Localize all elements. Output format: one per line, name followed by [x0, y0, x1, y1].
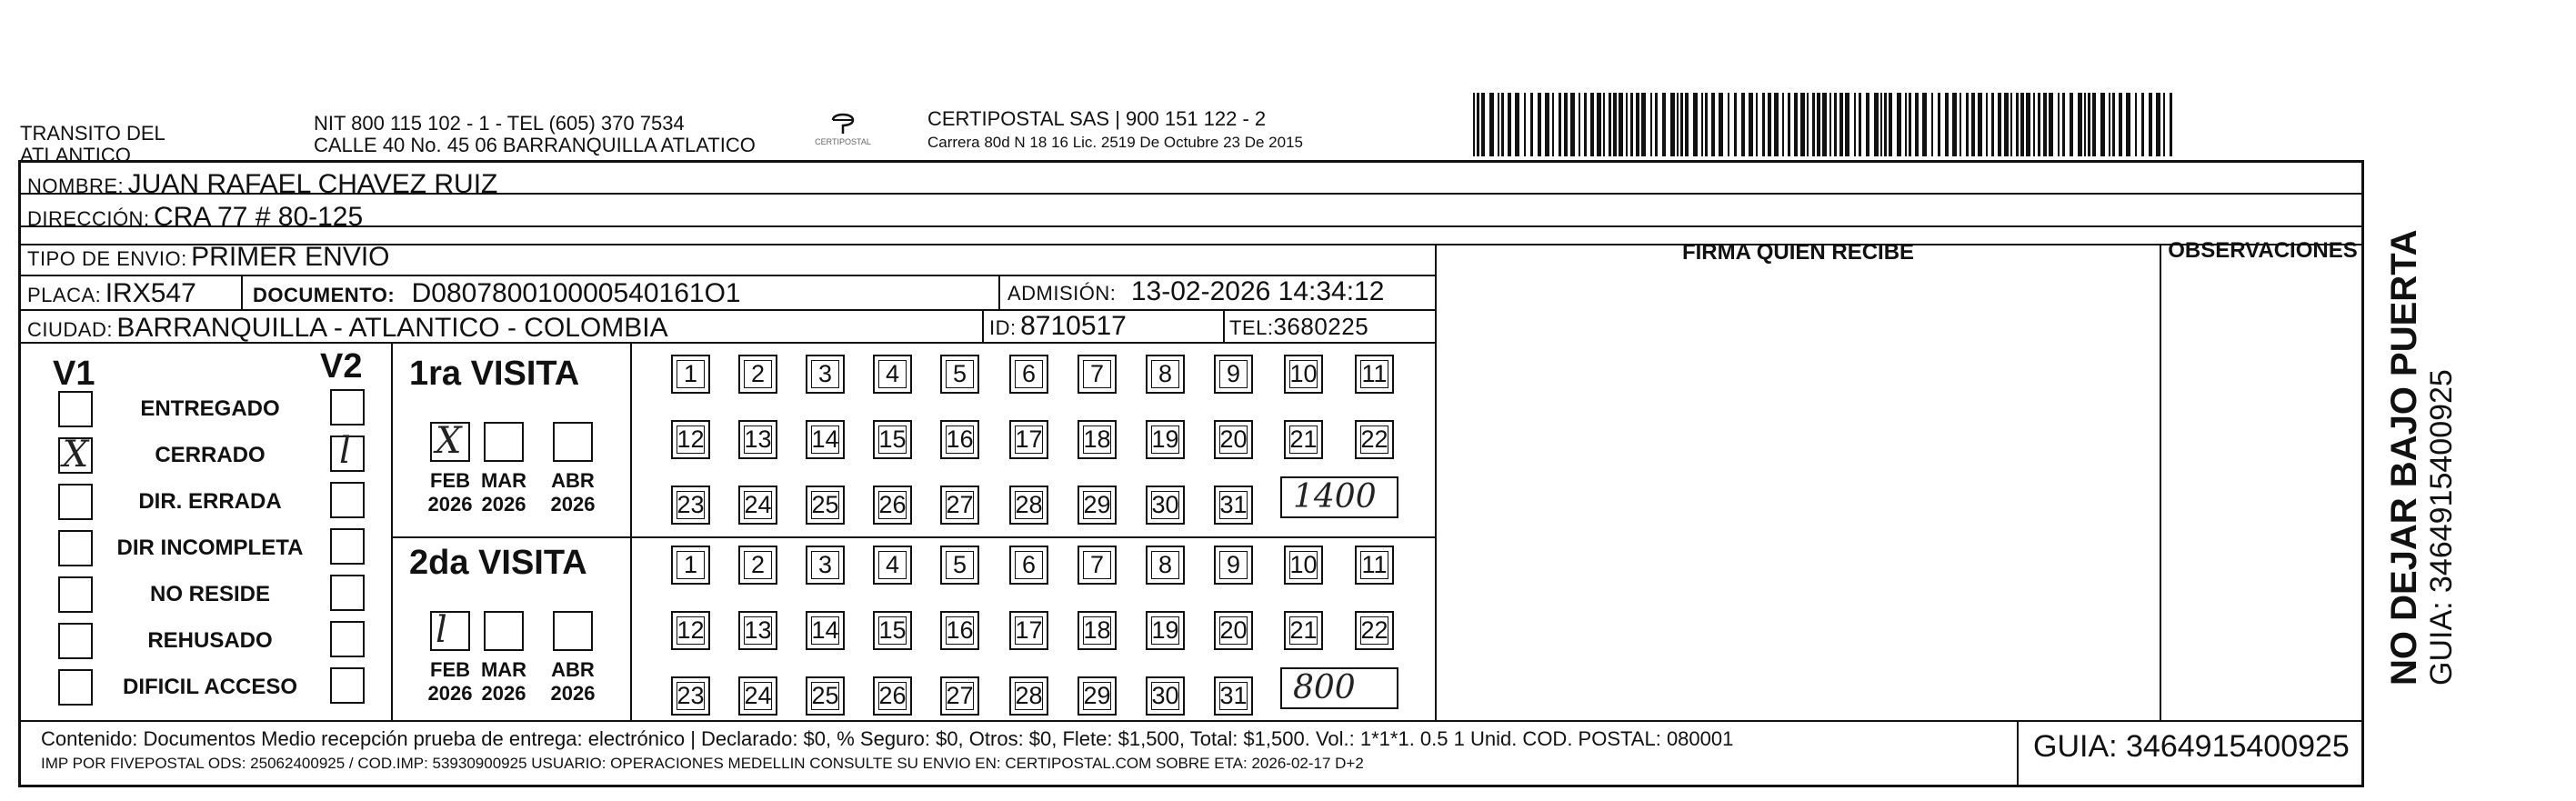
second-visit-day[interactable]: 22 — [1355, 611, 1394, 650]
barcode-bar — [1685, 93, 1689, 156]
barcode-bar — [1945, 93, 1949, 156]
barcode-bar — [2010, 93, 2012, 156]
first-visit-day[interactable]: 31 — [1214, 486, 1253, 525]
first-visit-day[interactable]: 14 — [806, 420, 845, 459]
first-visit-day[interactable]: 7 — [1078, 355, 1117, 394]
second-visit-month-box[interactable] — [430, 611, 470, 651]
second-visit-day[interactable]: 5 — [940, 546, 979, 585]
barcode-bar — [1998, 93, 2001, 156]
barcode-bar — [1884, 93, 1887, 156]
barcode-bar — [1874, 93, 1879, 156]
barcode-bar — [1655, 93, 1658, 156]
barcode-bar — [2062, 93, 2065, 156]
barcode-bar — [1613, 93, 1617, 156]
first-visit-day[interactable]: 6 — [1009, 355, 1048, 394]
side-warning: NO DEJAR BAJO PUERTA — [2384, 229, 2424, 686]
barcode-bar — [1473, 93, 1475, 156]
first-visit-day[interactable]: 15 — [873, 420, 912, 459]
second-visit-day[interactable]: 6 — [1009, 546, 1048, 585]
placa-cell — [27, 278, 196, 309]
second-visit-day[interactable]: 30 — [1146, 676, 1185, 716]
first-visit-month-label: MAR 2026 — [480, 469, 527, 516]
second-visit-day[interactable]: 28 — [1009, 676, 1048, 716]
barcode-bar — [1756, 93, 1758, 156]
signature-area[interactable] — [1437, 265, 2160, 718]
barcode-bar — [1938, 93, 1940, 156]
barcode-bar — [2170, 93, 2172, 156]
first-visit-day[interactable]: 24 — [738, 486, 777, 525]
address-line: CALLE 40 No. 45 06 BARRANQUILLA ATLATICO — [314, 134, 756, 156]
reason-label: ENTREGADO — [140, 396, 280, 421]
barcode-bar — [1978, 93, 1982, 156]
second-visit-day[interactable]: 7 — [1078, 546, 1117, 585]
id-label: ID: — [989, 316, 1017, 339]
first-visit-day[interactable]: 12 — [671, 420, 710, 459]
ciudad-cell — [27, 313, 668, 344]
v1-checkbox[interactable] — [58, 391, 93, 427]
second-visit-time-box[interactable] — [1280, 667, 1398, 709]
barcode-bar — [2020, 93, 2024, 156]
reason-label: DIR. ERRADA — [138, 489, 282, 514]
barcode-bar — [1817, 93, 1820, 156]
admision-value: 13-02-2026 14:34:12 — [1130, 276, 1385, 306]
admision-label: ADMISIÓN: — [1007, 282, 1117, 305]
barcode-bar — [1782, 93, 1784, 156]
barcode-bar — [1822, 93, 1827, 156]
barcode-bar — [2149, 93, 2152, 156]
nombre-value: JUAN RAFAEL CHAVEZ RUIZ — [127, 169, 498, 199]
barcode-bar — [1866, 93, 1869, 156]
first-visit-day[interactable]: 3 — [806, 355, 845, 394]
footer-guia: GUIA: 3464915400925 — [2033, 729, 2350, 764]
second-visit-day[interactable]: 18 — [1078, 611, 1117, 650]
barcode-bar — [2088, 93, 2090, 156]
barcode-bar — [1897, 93, 1901, 156]
v2-checkbox[interactable] — [330, 528, 365, 565]
barcode-bar — [1880, 93, 1882, 156]
second-visit-day[interactable]: 9 — [1214, 546, 1253, 585]
second-visit-month-box[interactable] — [484, 611, 524, 651]
first-visit-month-box[interactable] — [430, 422, 470, 462]
barcode-bar — [1584, 93, 1587, 156]
barcode-bar — [2070, 93, 2073, 156]
second-visit-day[interactable]: 13 — [738, 611, 777, 650]
first-visit-day[interactable]: 23 — [671, 486, 710, 525]
barcode-bar — [1931, 93, 1933, 156]
barcode-bar — [1552, 93, 1554, 156]
imp-line: IMP POR FIVEPOSTAL ODS: 25062400925 / COD.IMP: 53930900925 USUARIO: OPERACIONES MEDELLIN CONSULTE SU ENVIO EN: CERTIPOSTAL.COM SOBRE ETA: 2026-02-17 D+2 — [41, 755, 1364, 772]
second-visit-day[interactable]: 14 — [806, 611, 845, 650]
barcode-bar — [1909, 93, 1911, 156]
first-visit-month-box[interactable] — [553, 422, 593, 462]
second-visit-day[interactable]: 15 — [873, 611, 912, 650]
barcode-bar — [1812, 93, 1815, 156]
barcode-bar — [1966, 93, 1969, 156]
first-visit-day[interactable]: 1 — [671, 355, 710, 394]
tipo-envio-row — [27, 242, 390, 273]
company-info — [927, 108, 1303, 152]
second-visit-day[interactable]: 8 — [1146, 546, 1185, 585]
second-visit-month-box[interactable] — [553, 611, 593, 651]
second-visit-day[interactable]: 2 — [738, 546, 777, 585]
first-visit-day[interactable]: 26 — [873, 486, 912, 525]
license-line: Carrera 80d N 18 16 Lic. 2519 De Octubre 23 De 2015 — [927, 134, 1303, 151]
v2-header: V2 — [320, 347, 363, 385]
barcode-bar — [1619, 93, 1623, 156]
first-visit-day[interactable]: 30 — [1146, 486, 1185, 525]
first-visit-day[interactable]: 8 — [1146, 355, 1185, 394]
barcode-bar — [1579, 93, 1580, 156]
reason-label: REHUSADO — [147, 628, 273, 653]
barcode-bar — [1477, 93, 1479, 156]
observaciones-header: OBSERVACIONES — [2168, 238, 2358, 263]
first-visit-day[interactable]: 4 — [873, 355, 912, 394]
barcode-bar — [1829, 93, 1831, 156]
v2-checkbox[interactable] — [330, 482, 365, 518]
v2-checkbox[interactable] — [330, 389, 365, 426]
first-visit-day[interactable]: 17 — [1009, 420, 1048, 459]
barcode-bar — [2126, 93, 2130, 156]
v1-checkbox[interactable] — [58, 669, 93, 706]
second-visit-month-label: ABR 2026 — [550, 658, 596, 705]
second-visit-day[interactable]: 10 — [1284, 546, 1323, 585]
barcode-bar — [1889, 93, 1892, 156]
id-value: 8710517 — [1020, 311, 1127, 341]
barcode-bar — [2084, 93, 2086, 156]
direccion-row — [27, 202, 363, 233]
v1-checkbox[interactable] — [58, 530, 93, 566]
tel-label: TEL: — [1229, 316, 1274, 339]
barcode-bar — [1711, 93, 1715, 156]
barcode-bar — [1515, 93, 1519, 156]
contenido-line: Contenido: Documentos Medio recepción prueba de entrega: electrónico | Declarado: $0, % Seguro: $0, Otros: $0, Flete: $1,500, Total: $1,500. Vol.: 1*1*1. 0.5 1 Unid. COD. POSTAL: 080001 — [41, 727, 1734, 750]
reason-label: DIR INCOMPLETA — [116, 536, 304, 560]
nombre-label: NOMBRE: — [27, 175, 125, 197]
barcode-bar — [1636, 93, 1639, 156]
barcode-bar — [1922, 93, 1927, 156]
v1-checkbox[interactable] — [58, 576, 93, 613]
barcode-bar — [1986, 93, 1988, 156]
v1-checkbox[interactable] — [58, 434, 93, 476]
firma-header: FIRMA QUIEN RECIBE — [1681, 240, 1915, 265]
v1-checkbox[interactable] — [58, 484, 93, 520]
second-visit-day[interactable]: 11 — [1355, 546, 1394, 585]
company-line: CERTIPOSTAL SAS | 900 151 122 - 2 — [927, 107, 1267, 130]
barcode-bar — [2119, 93, 2122, 156]
barcode-bar — [1705, 93, 1708, 156]
barcode-bar — [1693, 93, 1698, 156]
second-visit-day[interactable]: 17 — [1009, 611, 1048, 650]
first-visit-time-note: 1400 — [1293, 478, 1377, 516]
first-visit-day[interactable]: 28 — [1009, 486, 1048, 525]
first-visit-day[interactable]: 11 — [1355, 355, 1394, 394]
v2-checkbox[interactable] — [330, 621, 365, 657]
first-visit-day[interactable]: 16 — [940, 420, 979, 459]
first-visit-day[interactable]: 27 — [940, 486, 979, 525]
barcode-bar — [1749, 93, 1753, 156]
documento-label: DOCUMENTO: — [253, 284, 396, 306]
direccion-value: CRA 77 # 80-125 — [154, 202, 364, 232]
barcode-bar — [1952, 93, 1957, 156]
barcode-bar — [1641, 93, 1646, 156]
issuer-line-1: TRANSITO DEL — [20, 122, 165, 145]
placa-label: PLACA: — [27, 284, 102, 306]
barcode-bar — [1590, 93, 1594, 156]
first-visit-month-label: FEB 2026 — [427, 469, 473, 516]
second-visit-day[interactable]: 12 — [671, 611, 710, 650]
barcode-bar — [1834, 93, 1837, 156]
barcode-bar — [1854, 93, 1856, 156]
tipo-envio-value: PRIMER ENVIO — [191, 242, 390, 272]
barcode-bar — [1971, 93, 1975, 156]
barcode-bar — [1960, 93, 1961, 156]
barcode-bar — [1845, 93, 1849, 156]
barcode-bar — [1559, 93, 1561, 156]
certipostal-logo — [802, 111, 884, 146]
barcode-bar — [1545, 93, 1549, 156]
barcode-bar — [1630, 93, 1633, 156]
barcode-bar — [1680, 93, 1683, 156]
barcode-bar — [1762, 93, 1765, 156]
first-visit-day[interactable]: 19 — [1146, 420, 1185, 459]
documento-value: D080780010000540161O1 — [411, 278, 741, 308]
second-visit-day[interactable]: 3 — [806, 546, 845, 585]
second-visit-day[interactable]: 4 — [873, 546, 912, 585]
barcode-bar — [1498, 93, 1499, 156]
barcode-bar — [2163, 93, 2165, 156]
barcode-bar — [2004, 93, 2009, 156]
v2-checkbox[interactable] — [330, 575, 365, 611]
barcode-bar — [2043, 93, 2047, 156]
barcode-bar — [1662, 93, 1666, 156]
second-visit-month-label: MAR 2026 — [480, 658, 527, 705]
barcode-bar — [1677, 93, 1679, 156]
tel-value: 3680225 — [1273, 313, 1369, 340]
tel-cell — [1229, 313, 1368, 341]
barcode-bar — [1597, 93, 1601, 156]
barcode-bar — [2033, 93, 2035, 156]
barcode-bar — [1728, 93, 1729, 156]
placa-value: IRX547 — [105, 278, 196, 308]
reason-label: NO RESIDE — [149, 582, 271, 606]
first-visit-day[interactable]: 10 — [1284, 355, 1323, 394]
v1-handwritten-mark: X — [62, 434, 89, 476]
v2-handwritten-mark: l — [339, 430, 351, 472]
barcode-bar — [1481, 93, 1485, 156]
second-visit-day[interactable]: 16 — [940, 611, 979, 650]
second-visit-day[interactable]: 27 — [940, 676, 979, 716]
barcode-bar — [2058, 93, 2060, 156]
nit-line: NIT 800 115 102 - 1 - TEL (605) 370 7534 — [314, 112, 685, 135]
second-visit-time-note: 800 — [1293, 669, 1356, 706]
barcode-bar — [1839, 93, 1843, 156]
first-visit-month-label: ABR 2026 — [550, 469, 596, 516]
barcode-bar — [1905, 93, 1907, 156]
second-visit-month-label: FEB 2026 — [427, 658, 473, 705]
ciudad-value: BARRANQUILLA - ATLANTICO - COLOMBIA — [116, 313, 668, 343]
second-visit-title: 2da VISITA — [409, 544, 587, 582]
second-visit-month-mark: l — [436, 609, 447, 651]
documento-cell — [253, 278, 741, 309]
first-visit-month-box[interactable] — [484, 422, 524, 462]
barcode-bar — [2026, 93, 2030, 156]
tipo-envio-label: TIPO DE ENVIO: — [27, 247, 187, 270]
first-visit-month-mark: X — [436, 420, 462, 462]
barcode-bar — [1501, 93, 1504, 156]
barcode-bar — [1508, 93, 1511, 156]
second-visit-day[interactable]: 31 — [1214, 676, 1253, 716]
barcode-bar — [1489, 93, 1494, 156]
second-visit-day[interactable]: 21 — [1284, 611, 1323, 650]
second-visit-day[interactable]: 24 — [738, 676, 777, 716]
barcode-bar — [1701, 93, 1703, 156]
first-visit-day[interactable]: 18 — [1078, 420, 1117, 459]
barcode-bar — [1734, 93, 1737, 156]
first-visit-day[interactable]: 9 — [1214, 355, 1253, 394]
second-visit-day[interactable]: 20 — [1214, 611, 1253, 650]
barcode-bar — [2049, 93, 2053, 156]
barcode-bar — [2109, 93, 2110, 156]
first-visit-day[interactable]: 20 — [1214, 420, 1253, 459]
v2-checkbox[interactable] — [330, 667, 365, 704]
first-visit-day[interactable]: 21 — [1284, 420, 1323, 459]
barcode-bar — [2100, 93, 2105, 156]
barcode-bar — [1768, 93, 1771, 156]
barcode-bar — [1626, 93, 1628, 156]
barcode-bar — [2078, 93, 2082, 156]
barcode-bar — [1719, 93, 1723, 156]
issuer-line-2: ATLANTICO — [20, 144, 131, 166]
barcode-bar — [1538, 93, 1541, 156]
first-visit-day[interactable]: 25 — [806, 486, 845, 525]
barcode-bar — [1741, 93, 1745, 156]
barcode-bar — [1570, 93, 1575, 156]
barcode-bar — [1609, 93, 1611, 156]
admision-cell — [1007, 276, 1384, 307]
barcode-bar — [1800, 93, 1805, 156]
barcode-bar — [1794, 93, 1798, 156]
barcode-bar — [1524, 93, 1526, 156]
first-visit-time-box[interactable] — [1280, 476, 1398, 518]
barcode-bar — [1670, 93, 1675, 156]
barcode-bar — [2016, 93, 2019, 156]
side-text — [2384, 176, 2459, 686]
reason-label: DIFICIL ACCESO — [122, 675, 297, 699]
second-visit-day[interactable]: 25 — [806, 676, 845, 716]
tracking-barcode — [1473, 93, 2182, 156]
barcode-bar — [2112, 93, 2115, 156]
barcode-bar — [1807, 93, 1809, 156]
v1-checkbox[interactable] — [58, 623, 93, 659]
second-visit-day[interactable]: 23 — [671, 676, 710, 716]
second-visit-day[interactable]: 26 — [873, 676, 912, 716]
first-visit-day[interactable]: 22 — [1355, 420, 1394, 459]
logo-icon — [829, 111, 857, 135]
barcode-bar — [2038, 93, 2040, 156]
barcode-bar — [2092, 93, 2096, 156]
first-visit-day[interactable]: 29 — [1078, 486, 1117, 525]
second-visit-day[interactable]: 29 — [1078, 676, 1117, 716]
barcode-bar — [1859, 93, 1861, 156]
first-visit-day[interactable]: 5 — [940, 355, 979, 394]
nombre-row — [27, 169, 497, 200]
barcode-bar — [1788, 93, 1790, 156]
id-cell — [989, 311, 1127, 342]
second-visit-day[interactable]: 1 — [671, 546, 710, 585]
barcode-bar — [1530, 93, 1533, 156]
reason-label: CERRADO — [155, 443, 266, 467]
v2-checkbox[interactable] — [330, 430, 365, 472]
barcode-bar — [1991, 93, 1994, 156]
logo-caption: CERTIPOSTAL — [815, 137, 871, 146]
observations-area[interactable] — [2161, 265, 2363, 718]
first-visit-day[interactable]: 2 — [738, 355, 777, 394]
barcode-bar — [2141, 93, 2144, 156]
barcode-bar — [1564, 93, 1568, 156]
v1-header: V1 — [53, 355, 95, 393]
first-visit-title: 1ra VISITA — [409, 355, 580, 393]
barcode-bar — [2156, 93, 2160, 156]
direccion-label: DIRECCIÓN: — [27, 207, 150, 230]
first-visit-day[interactable]: 13 — [738, 420, 777, 459]
barcode-bar — [1915, 93, 1919, 156]
side-guia: GUIA: 3464915400925 — [2424, 369, 2459, 686]
issuer-contact — [314, 113, 756, 156]
barcode-bar — [2135, 93, 2137, 156]
second-visit-day[interactable]: 19 — [1146, 611, 1185, 650]
ciudad-label: CIUDAD: — [27, 318, 113, 341]
barcode-bar — [1603, 93, 1605, 156]
barcode-bar — [1650, 93, 1652, 156]
barcode-bar — [1774, 93, 1779, 156]
